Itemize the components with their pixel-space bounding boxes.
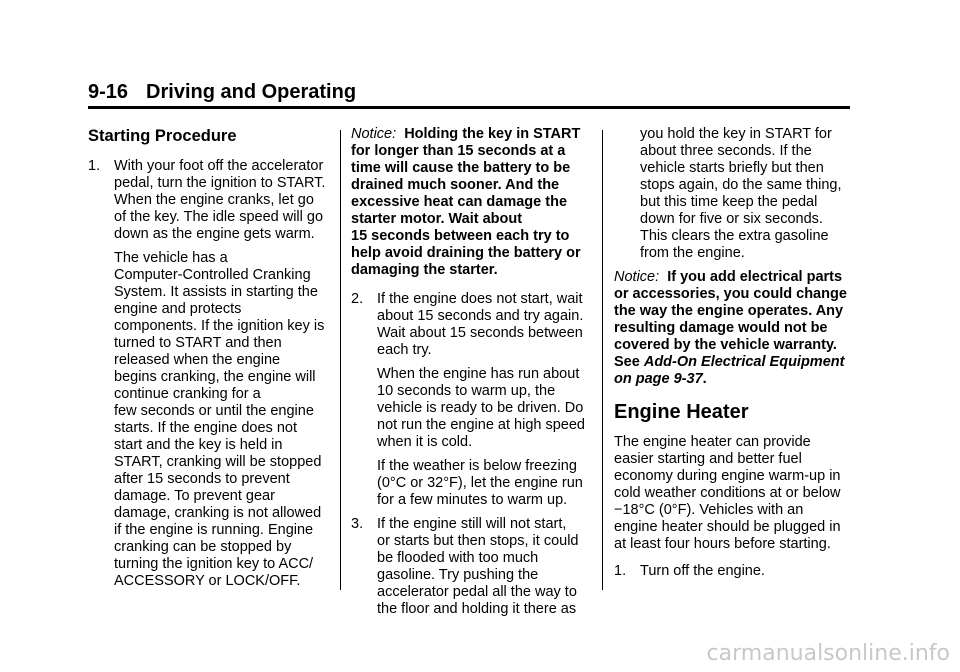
notice-label: Notice: [614, 269, 660, 285]
text-line: begins cranking, the engine will [114, 369, 316, 385]
cranking-paragraph [88, 250, 334, 590]
text-line: stops again, do the same thing, [640, 177, 842, 193]
text-line: damage, cranking is not allowed [114, 505, 322, 521]
engine-heater-heading: Engine Heater [614, 401, 749, 423]
text-line: at least four hours before starting. [614, 536, 831, 552]
notice-text: If you add electrical parts [667, 269, 843, 285]
text-line: you hold the key in START for [640, 126, 832, 142]
column-divider [340, 130, 341, 590]
reference-page-link[interactable]: on page 9-37 [614, 371, 703, 387]
text-line: engine heater should be plugged in [614, 519, 841, 535]
list-item [351, 291, 591, 359]
text-line: The vehicle has a [114, 250, 228, 266]
text-line: turned to START and then [114, 335, 282, 351]
text-line: vehicle starts briefly but then [640, 160, 824, 176]
text-line: time will cause the battery to be [351, 160, 571, 176]
text-line: from the engine. [640, 245, 745, 261]
text-line: When the engine has run about [377, 366, 580, 382]
text-line: This clears the extra gasoline [640, 228, 829, 244]
period: . [702, 371, 707, 387]
text-line: resulting damage would not be [614, 320, 828, 336]
text-line: cranking can be stopped by [114, 539, 292, 555]
page-header [88, 80, 850, 109]
list-text: Turn off the engine. [640, 563, 765, 579]
text-line: If the engine still will not start, [377, 516, 567, 532]
warmup-paragraph [351, 366, 591, 451]
text-line: damage. To prevent gear [114, 488, 275, 504]
text-line: turning the ignition key to ACC/ [114, 556, 314, 572]
text-line: Computer-Controlled Cranking [114, 267, 311, 283]
text-line: after 15 seconds to prevent [114, 471, 290, 487]
heater-paragraph [614, 434, 854, 553]
list-number: 2. [351, 291, 364, 307]
text-line: drained much sooner. And the [351, 177, 560, 193]
see-word: See [614, 354, 640, 370]
list-item [351, 516, 591, 618]
list-number: 1. [88, 158, 101, 174]
text-line [614, 371, 854, 388]
text-line: With your foot off the accelerator [114, 158, 324, 174]
text-line: for longer than 15 seconds at a [351, 143, 566, 159]
text-line: vehicle is ready to be driven. Do [377, 400, 584, 416]
text-line: If the engine does not start, wait [377, 291, 583, 307]
text-line: (0°C or 32°F), let the engine run [377, 475, 583, 491]
column-1 [88, 126, 334, 597]
list-text [377, 516, 591, 618]
text-line: for a few minutes to warm up. [377, 492, 568, 508]
text-line: 10 seconds to warm up, the [377, 383, 556, 399]
text-line: down for five or six seconds. [640, 211, 823, 227]
text-line: starter motor. Wait about [351, 211, 523, 227]
text-line: start and the key is held in [114, 437, 283, 453]
text-line: be flooded with too much [377, 550, 539, 566]
text-line: If the weather is below freezing [377, 458, 577, 474]
list-item [88, 158, 334, 243]
text-line: or starts but then stops, it could [377, 533, 579, 549]
text-line: System. It assists in starting the [114, 284, 318, 300]
see-reference[interactable] [614, 354, 854, 371]
text-line: economy during engine warm-up in [614, 468, 841, 484]
text-line: When the engine cranks, let go [114, 192, 314, 208]
text-line: if the engine is running. Engine [114, 522, 314, 538]
notice-block [614, 269, 854, 388]
text-line: covered by the vehicle warranty. [614, 337, 837, 353]
text-line: components. If the ignition key is [114, 318, 325, 334]
text-line: about three seconds. If the [640, 143, 812, 159]
text-line: released when the engine [114, 352, 281, 368]
text-line: not run the engine at high speed [377, 417, 585, 433]
column-2 [351, 126, 591, 625]
text-line: continue cranking for a [114, 386, 261, 402]
text-line: ACCESSORY or LOCK/OFF. [114, 573, 301, 589]
notice-label: Notice: [351, 126, 397, 142]
text-line: 15 seconds between each try to [351, 228, 570, 244]
text-line: −18°C (0°F). Vehicles with an [614, 502, 804, 518]
text-line [614, 269, 854, 286]
text-line: cold weather conditions at or below [614, 485, 841, 501]
page-number: 9-16 [88, 81, 129, 103]
column-divider [602, 130, 603, 590]
section-title: Driving and Operating [146, 81, 357, 103]
text-line: START, cranking will be stopped [114, 454, 322, 470]
list-text [377, 291, 591, 359]
reference-link[interactable]: Add-On Electrical Equipment [643, 354, 845, 370]
text-line: gasoline. Try pushing the [377, 567, 539, 583]
text-line: each try. [377, 342, 432, 358]
text-line: about 15 seconds and try again. [377, 308, 584, 324]
continued-paragraph [614, 126, 854, 262]
list-item [614, 563, 854, 580]
text-line: accelerator pedal all the way to [377, 584, 577, 600]
text-line: when it is cold. [377, 434, 473, 450]
notice-block [351, 126, 591, 279]
text-line: Wait about 15 seconds between [377, 325, 583, 341]
list-number: 3. [351, 516, 364, 532]
text-line: the way the engine operates. Any [614, 303, 844, 319]
text-line: few seconds or until the engine [114, 403, 314, 419]
text-line: The engine heater can provide [614, 434, 811, 450]
text-line: of the key. The idle speed will go [114, 209, 324, 225]
text-line: damaging the starter. [351, 262, 498, 278]
text-line: but this time keep the pedal [640, 194, 818, 210]
text-line: excessive heat can damage the [351, 194, 568, 210]
text-line: pedal, turn the ignition to START. [114, 175, 326, 191]
watermark: carmanualsonline.info [706, 641, 950, 666]
notice-text: Holding the key in START [404, 126, 581, 142]
list-text [114, 158, 334, 243]
text-line: help avoid draining the battery or [351, 245, 581, 261]
list-number: 1. [614, 563, 627, 579]
column-3 [614, 126, 854, 587]
starting-procedure-heading: Starting Procedure [88, 127, 237, 145]
text-line: down as the engine gets warm. [114, 226, 315, 242]
text-line: the floor and holding it there as [377, 601, 577, 617]
text-line: or accessories, you could change [614, 286, 847, 302]
text-line: engine and protects [114, 301, 242, 317]
text-line: easier starting and better fuel [614, 451, 802, 467]
freezing-paragraph [351, 458, 591, 509]
text-line [351, 126, 591, 143]
text-line: starts. If the engine does not [114, 420, 297, 436]
